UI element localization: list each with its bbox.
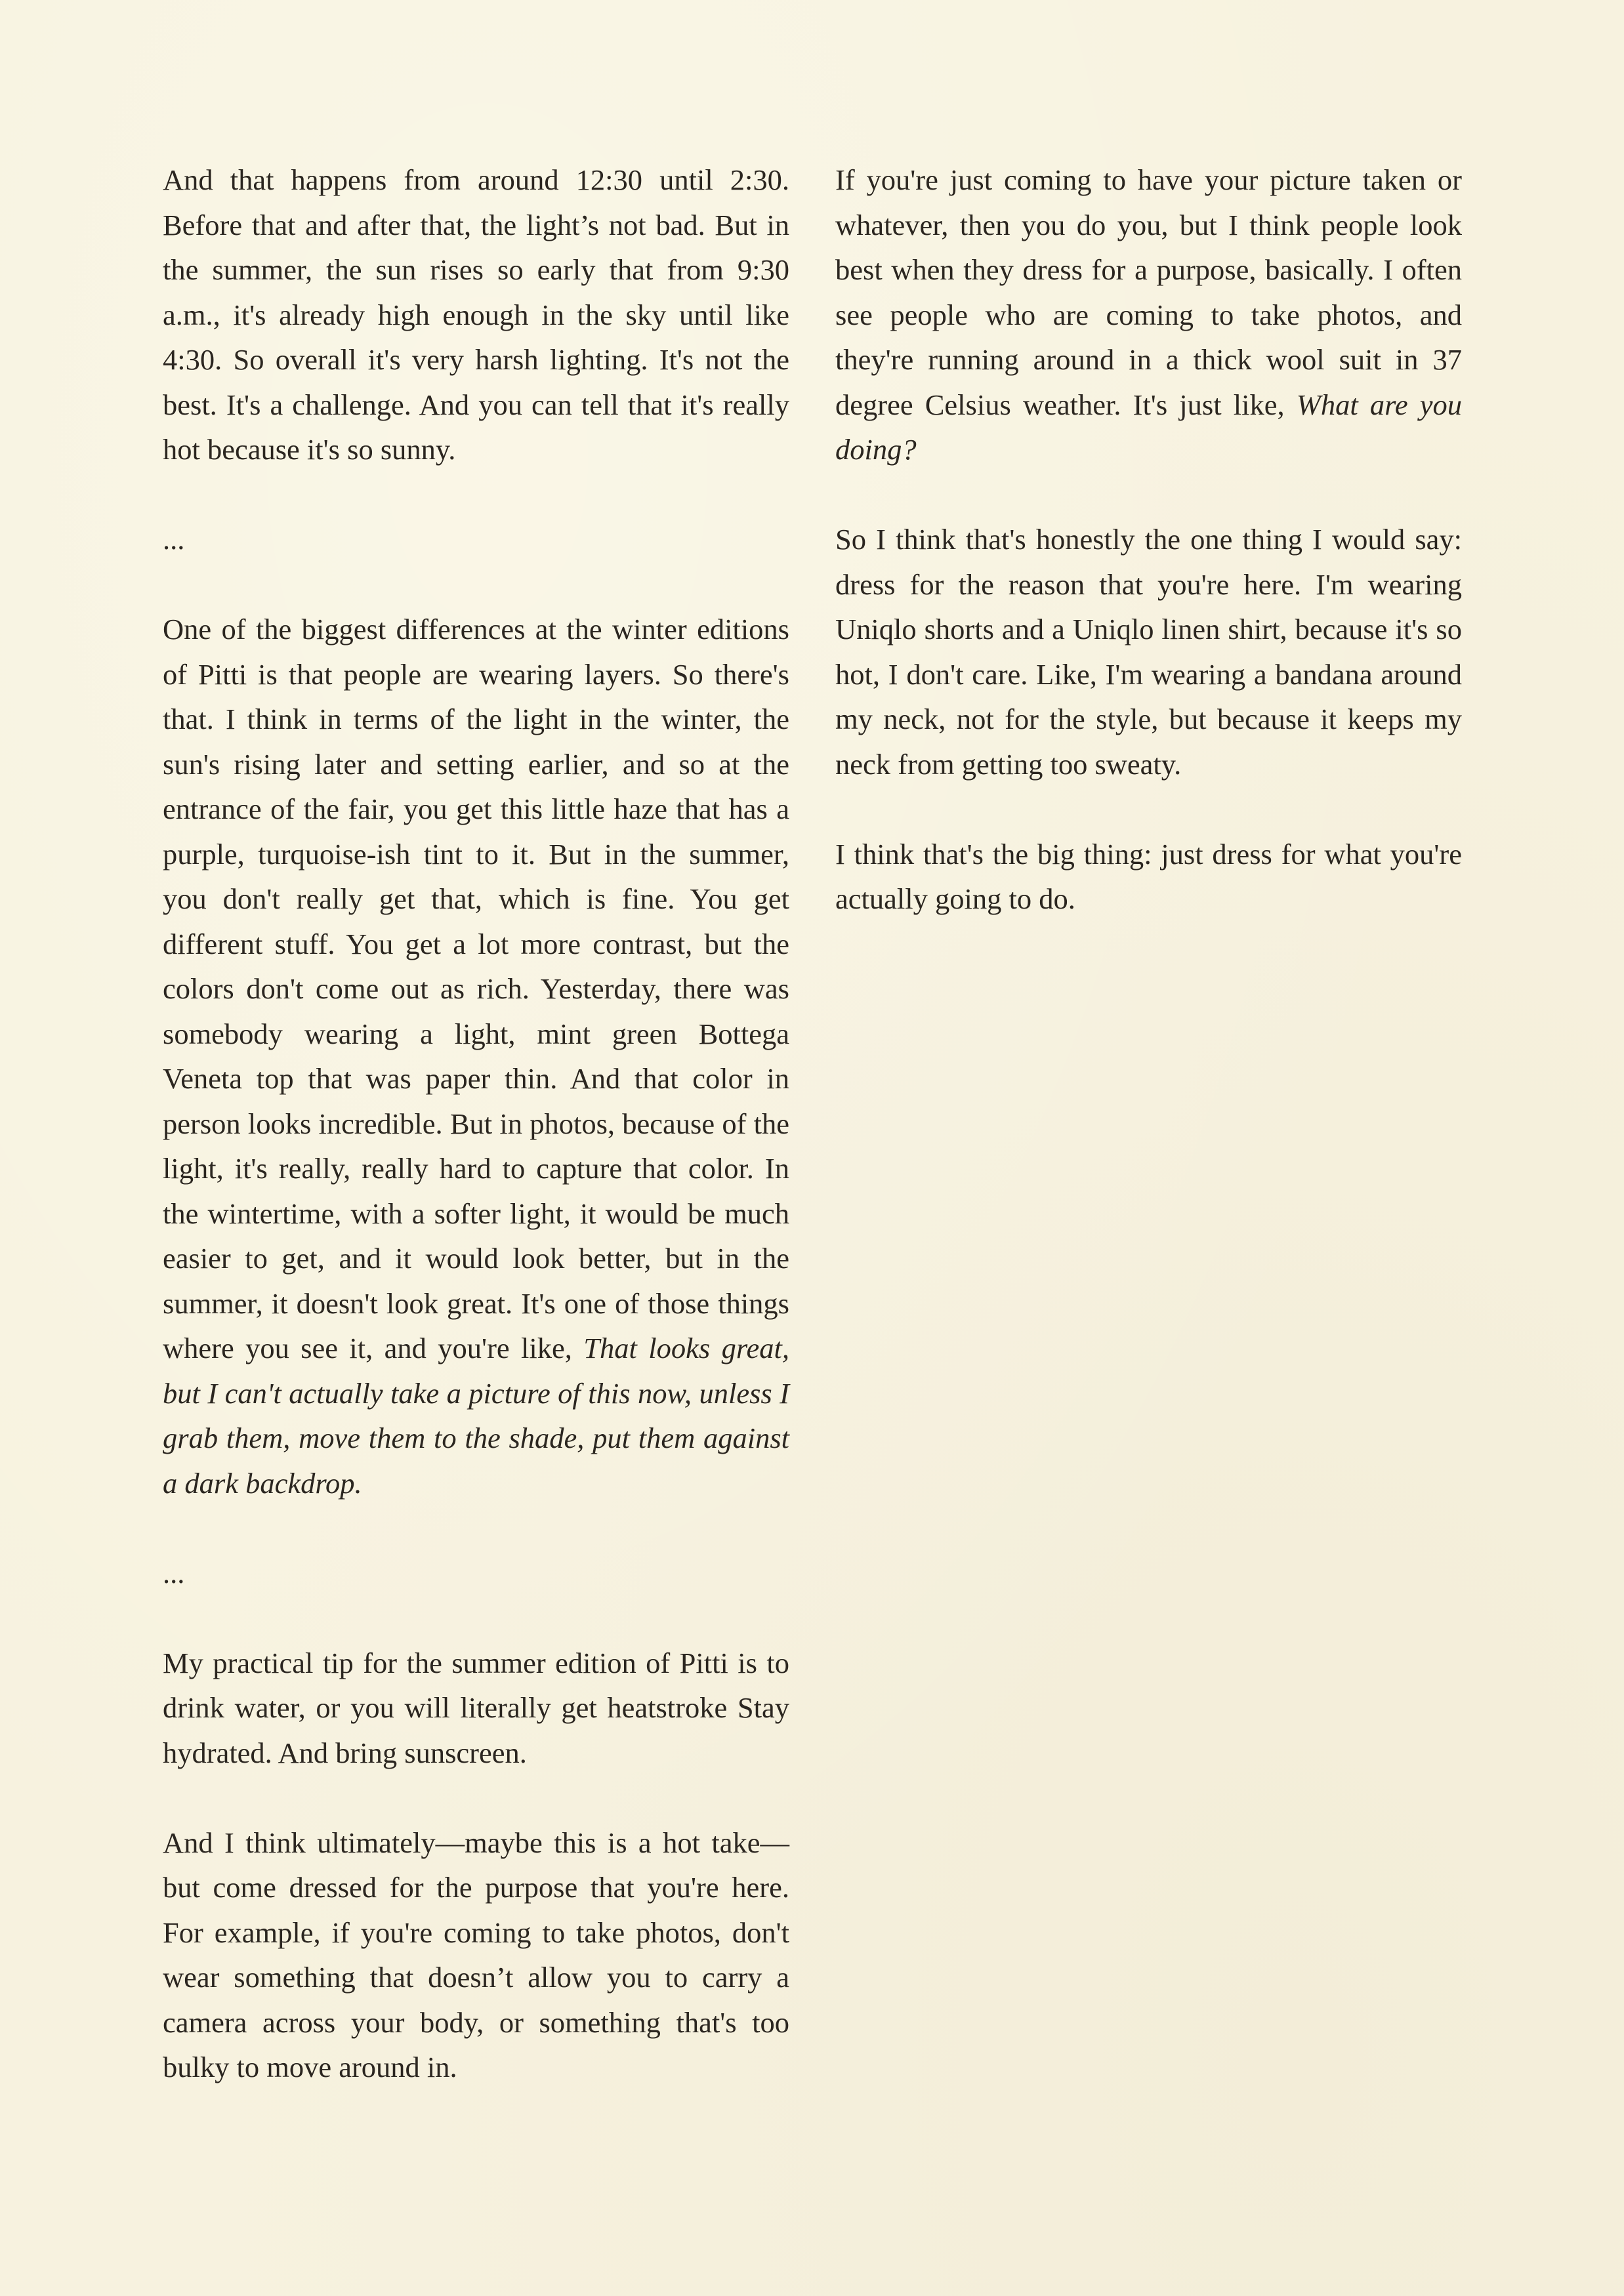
left-column [163, 157, 789, 2090]
paragraph-winter-italic: That looks great, but I can't actually take a picture of this now, unless I grab them, move them to the shade, put them against a dark backdrop. [163, 1332, 790, 1500]
paragraph-practical-tip: My practical tip for the summer edition of Pitti is to drink water, or you will literally get heatstroke Stay hydrated. And bring sunscreen. [163, 1646, 789, 1769]
paragraph-big-thing: I think that's the big thing: just dress for what you're actually going to do. [835, 837, 1462, 915]
paragraph-picture-text: If you're just coming to have your picture taken or whatever, then you do you, but I think people look best when they dress for a purpose, basically. I often see people who are coming to take photos, and they're running around in a thick wool suit in 37 degree Celsius weather. It's just like, [835, 163, 1462, 421]
paragraph-dress-for-purpose: And I think ultimately—maybe this is a hot take—but come dressed for the purpose that you're here. For example, if you're coming to take photos, don't wear something that doesn’t allow you to carry a camera across your body, or something that's too bulky to move around in. [163, 1826, 789, 2083]
paragraph-winter-text: One of the biggest differences at the winter editions of Pitti is that people are wearing layers. So there's that. I think in terms of the light in the winter, the sun's rising later and setting earlier, and so at the entrance of the fair, you get this little haze that has a purple, turquoise-ish tint to it. But in the summer, you don't really get that, which is fine. You get different stuff. You get a lot more contrast, but the colors don't come out as rich. Yesterday, there was somebody wearing a light, mint green Bottega Veneta top that was paper thin. And that color in person looks incredible. But in photos, because of the light, it's really, really hard to capture that color. In the wintertime, with a softer light, it would be much easier to get, and it would look better, but in the summer, it doesn't look great. It's one of those things where you see it, and you're like, [163, 613, 789, 1364]
paragraph-dress-reason: So I think that's honestly the one thing I would say: dress for the reason that you're here. I'm wearing Uniqlo shorts and a Uniqlo linen shirt, because it's so hot, I don't care. Like, I'm wearing a bandana around my neck, not for the style, but because it keeps my neck from getting too sweaty. [835, 523, 1462, 781]
paragraph-picture-taken [835, 157, 1462, 472]
right-column [835, 157, 1462, 922]
section-separator: ... [163, 1556, 185, 1589]
section-separator: ... [163, 523, 185, 556]
paragraph-picture-italic: What are you doing? [835, 388, 1462, 466]
paragraph-winter-differences [163, 607, 789, 1506]
paragraph-light-timing: And that happens from around 12:30 until 2:30. Before that and after that, the light’s not bad. But in the summer, the sun rises so early that from 9:30 a.m., it's already high enough in the sky until like 4:30. So overall it's very harsh lighting. It's not the best. It's a challenge. And you can tell that it's really hot because it's so sunny. [163, 163, 789, 466]
